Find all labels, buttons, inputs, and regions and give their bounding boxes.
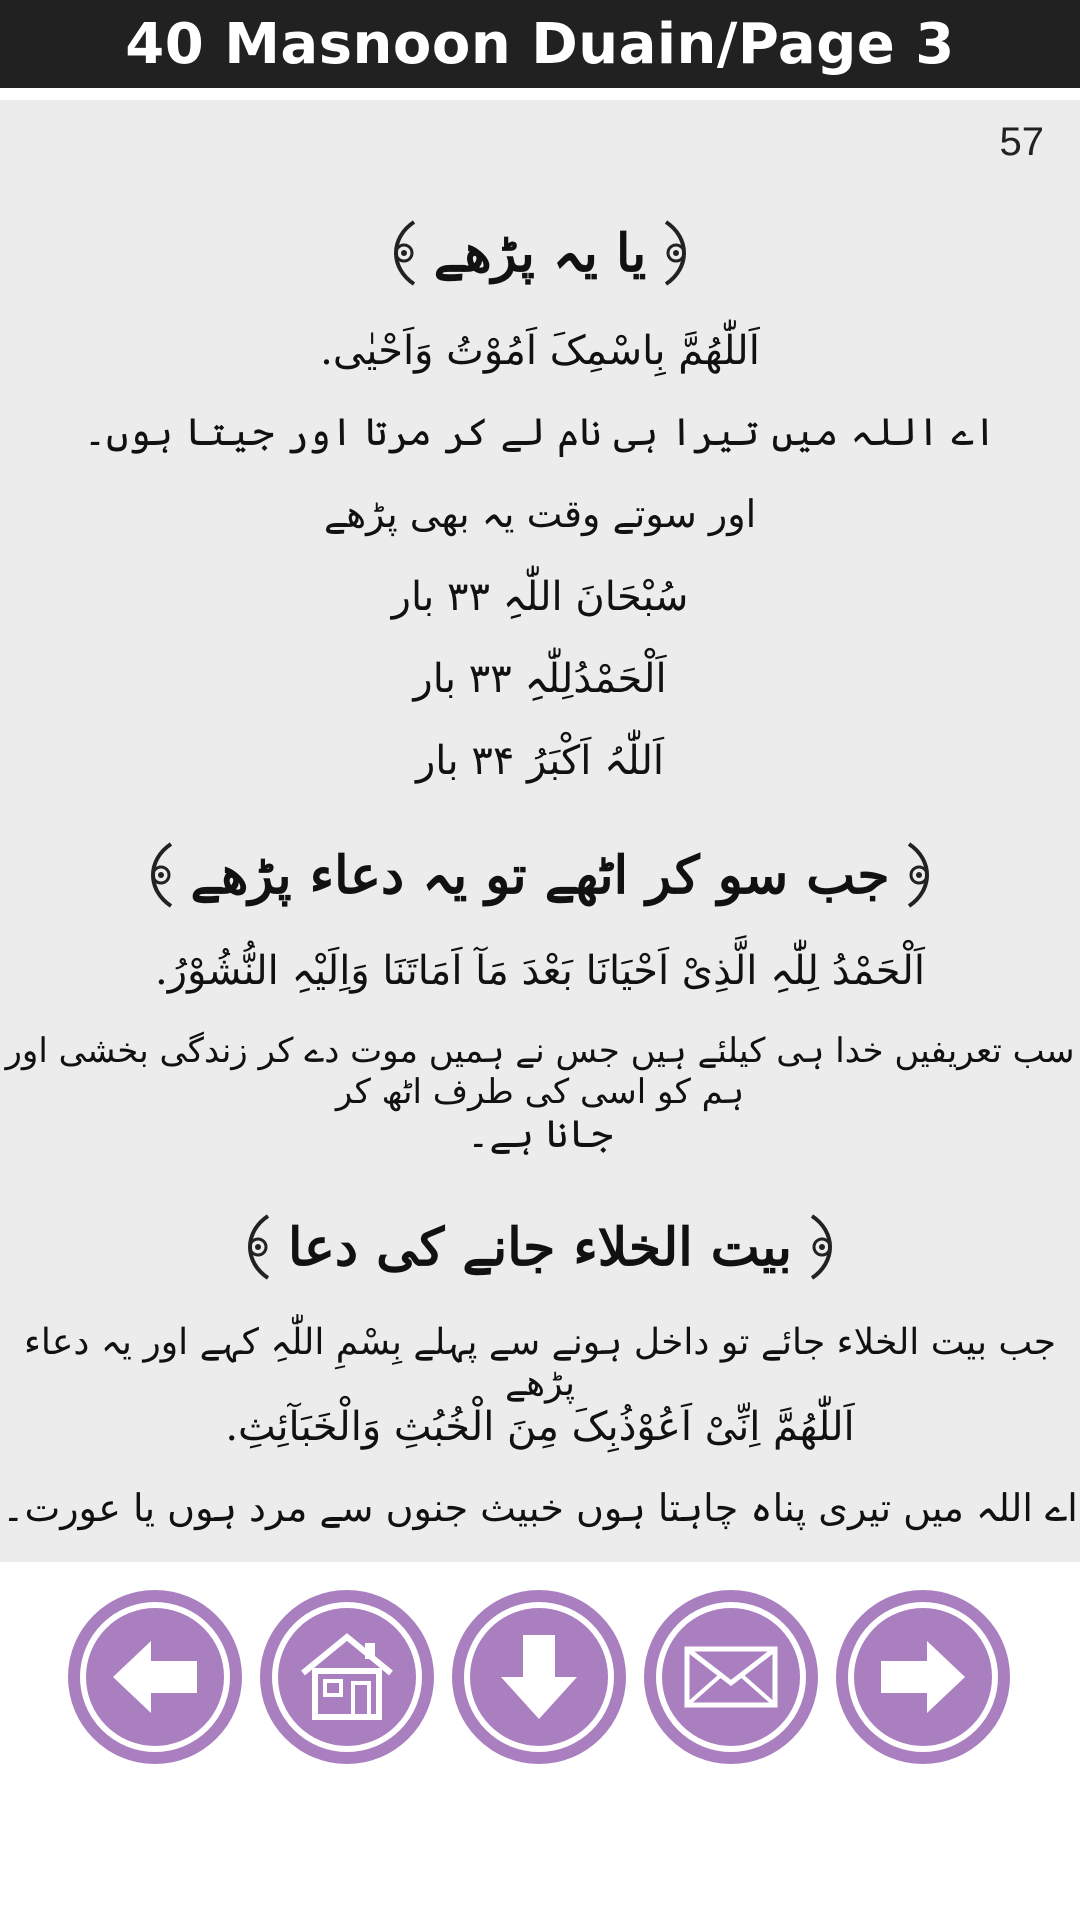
tasbih-line: اَلْحَمْدُلِلّٰہِ ۳۳ بار bbox=[413, 656, 667, 702]
translation-line: اے اللہ میں تیرا ہی نام لے کر مرتا اور جیتا ہوں۔ bbox=[83, 410, 997, 454]
ornament-icon bbox=[660, 218, 696, 288]
instruction-line: اور سوتے وقت یہ بھی پڑھے bbox=[323, 492, 757, 536]
home-button[interactable] bbox=[260, 1590, 434, 1764]
download-button[interactable] bbox=[452, 1590, 626, 1764]
home-icon bbox=[297, 1627, 397, 1727]
translation-line: اے اللہ میں تیری پناہ چاہتا ہوں خبیث جنوں سے مرد ہوں یا عورت۔ bbox=[2, 1486, 1078, 1530]
ornament-icon bbox=[806, 1212, 842, 1282]
translation-line: جانا ہے۔ bbox=[467, 1112, 613, 1156]
instruction-line: جب بیت الخلاء جائے تو داخل ہونے سے پہلے بِسْمِ اللّٰہِ کہے اور یہ دعاء پڑھے bbox=[23, 1322, 1057, 1404]
page-number: 57 bbox=[999, 120, 1044, 164]
tasbih-line: سُبْحَانَ اللّٰہِ ۳۳ بار bbox=[391, 574, 689, 620]
ornament-icon bbox=[141, 840, 177, 910]
arrow-left-icon bbox=[105, 1627, 205, 1727]
dua-arabic-line: اَللّٰھُمَّ اِنِّیْ اَعُوْذُبِکَ مِنَ الْخُبُثِ وَالْخَبَآئِثِ. bbox=[225, 1404, 855, 1450]
section-heading-2 bbox=[0, 840, 1080, 910]
envelope-icon bbox=[681, 1627, 781, 1727]
section-heading-1 bbox=[0, 218, 1080, 288]
section-heading-3 bbox=[0, 1212, 1080, 1282]
section-heading-text: بیت الخلاء جانے کی دعا bbox=[287, 1216, 793, 1278]
email-button[interactable] bbox=[644, 1590, 818, 1764]
arrow-down-icon bbox=[489, 1627, 589, 1727]
section-heading-text: یا یہ پڑھے bbox=[433, 222, 647, 284]
ornament-icon bbox=[903, 840, 939, 910]
title-bar bbox=[0, 0, 1080, 88]
book-page bbox=[0, 100, 1080, 1562]
ornament-icon bbox=[238, 1212, 274, 1282]
ornament-icon bbox=[384, 218, 420, 288]
dua-arabic-line: اَللّٰھُمَّ بِاسْمِکَ اَمُوْتُ وَاَحْیٰی. bbox=[320, 328, 760, 374]
arrow-right-icon bbox=[873, 1627, 973, 1727]
tasbih-line: اَللّٰہُ اَکْبَرُ ۳۴ بار bbox=[415, 738, 665, 784]
section-heading-text: جب سو کر اٹھے تو یہ دعاء پڑھے bbox=[190, 844, 890, 906]
bottom-navigation bbox=[0, 1562, 1080, 1920]
translation-line: سب تعریفیں خدا ہی کیلئے ہیں جس نے ہمیں موت دے کر زندگی بخشی اور ہم کو اسی کی طرف اٹھ کر bbox=[5, 1031, 1075, 1112]
page-title: 40 Masnoon Duain/Page 3 bbox=[125, 11, 955, 77]
back-button[interactable] bbox=[68, 1590, 242, 1764]
next-button[interactable] bbox=[836, 1590, 1010, 1764]
dua-arabic-line: اَلْحَمْدُ لِلّٰہِ الَّذِیْ اَحْیَانَا بَعْدَ مَآ اَمَاتَنَا وَاِلَیْہِ النُّشُوْرُ. bbox=[155, 948, 925, 994]
